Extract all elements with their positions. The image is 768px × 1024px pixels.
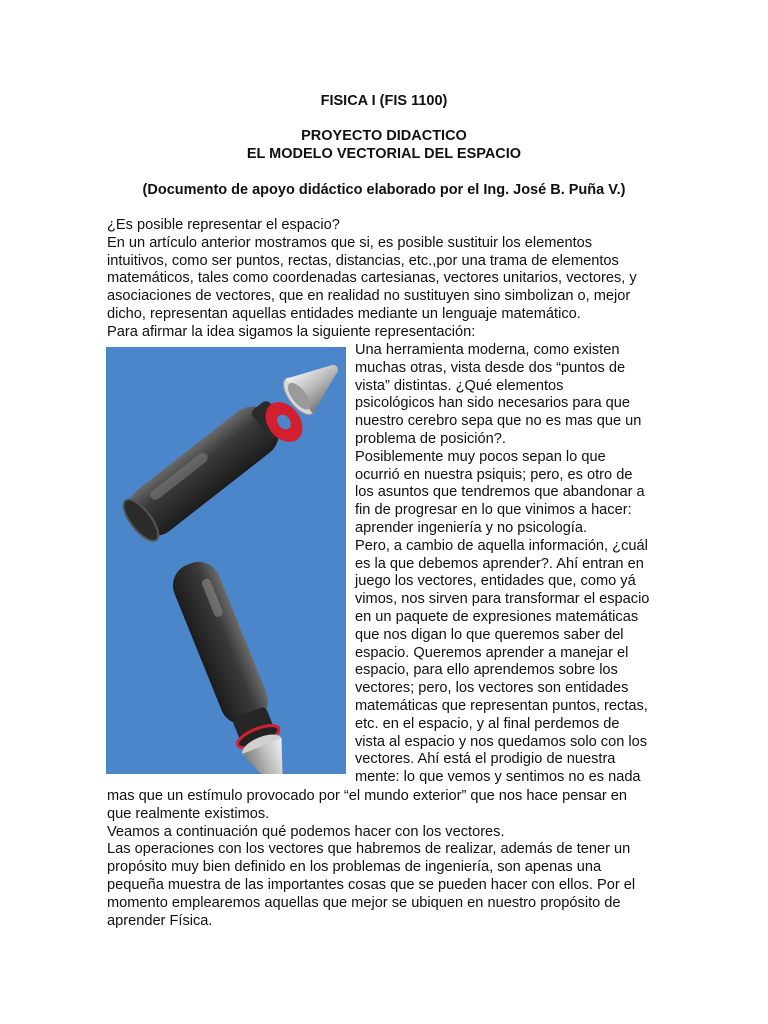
text-line: que nos digan lo que queremos saber del [355,626,624,643]
text-line: psicológicos han sido necesarios para que [355,395,631,412]
text-line: vectores; pero, los vectores son entidades [355,680,629,697]
text-line: Veamos a continuación qué podemos hacer con los vectores. [107,823,505,840]
text-line: juego los vectores, entidades que, como yá [355,573,636,590]
text-line: momento emplearemos aquellas que mejor se ubiquen en nuestro propósito de [107,894,621,911]
text-line: matemáticas que representan puntos, rectas, [355,698,648,714]
text-line: vectores. Ahí está el prodigio de nuestra [355,751,616,768]
text-line: mas que un estímulo provocado por “el mundo exterior” que nos hace pensar en [107,788,628,804]
text-line: intuitivos, como ser puntos, rectas, distancias, etc.,por una trama de elementos [107,252,619,269]
text-line: Posiblemente muy pocos sepan lo que [355,448,606,465]
text-line: pequeña muestra de las importantes cosas que se pueden hacer con ellos. Por el [107,877,636,893]
text-line: Pero, a cambio de aquella información, ¿cuál [355,537,648,554]
text-line: vimos, nos sirven para transformar el espacio [355,591,650,608]
text-line: matemáticos, tales como coordenadas cartesianas, vectores unitarios, vectores, y [107,270,637,287]
text-line: es la que debemos aprender?. Ahí entran en [355,555,644,572]
text-line: mente: lo que vemos y sentimos no es nada [355,769,641,786]
text-line: vista al espacio y nos quedamos solo con los [355,733,648,750]
tool-image [106,347,346,774]
course-title: FISICA I (FIS 1100) [320,93,448,109]
text-line: fin de progresar en lo que vinimos a hacer: [355,502,632,519]
text-line: muchas otras, vista desde dos “puntos de [355,359,626,376]
text-line: ¿Es posible representar el espacio? [107,217,340,233]
tool-illustration [106,347,346,774]
text-line: los asuntos que tendremos que abandonar a [355,484,645,501]
text-line: aprender ingeniería y no psicología. [355,520,588,536]
text-line: espacio, para ello aprendemos sobre los [355,662,618,679]
lower-tool [166,555,302,774]
author-credit: (Documento de apoyo didáctico elaborado por el Ing. José B. Puña V.) [142,182,626,198]
text-line: que realmente existimos. [107,805,270,822]
text-line: Una herramienta moderna, como existen [355,342,620,358]
text-line: etc. en el espacio, y al final perdemos de [355,715,620,732]
text-line: nuestro cerebro sepa que no es mas que un [355,413,642,430]
project-title: PROYECTO DIDACTICO [301,128,467,144]
text-line: En un artículo anterior mostramos que si, es posible sustituir los elementos [107,234,593,251]
text-line: asociaciones de vectores, que en realidad no sustituyen sino simbolizan o, mejor [107,288,631,305]
text-line: dicho, representan aquellas entidades mediante un lenguaje matemático. [107,306,581,322]
text-line: Para afirmar la idea sigamos la siguiente representación: [107,323,476,340]
text-line: vista” distintas. ¿Qué elementos [355,377,564,394]
text-line: Las operaciones con los vectores que habremos de realizar, además de tener un [107,841,631,858]
text-line: espacio. Queremos aprender a manejar el [355,644,629,661]
text-line: aprender Física. [107,912,213,929]
project-subtitle: EL MODELO VECTORIAL DEL ESPACIO [246,146,522,162]
text-line: en un paquete de expresiones matemáticas [355,609,639,625]
text-line: problema de posición?. [355,431,506,447]
text-line: ocurrió en nuestra psiquis; pero, es otro de [355,466,633,483]
text-line: propósito muy bien definido en los problemas de ingeniería, son apenas una [107,859,602,876]
